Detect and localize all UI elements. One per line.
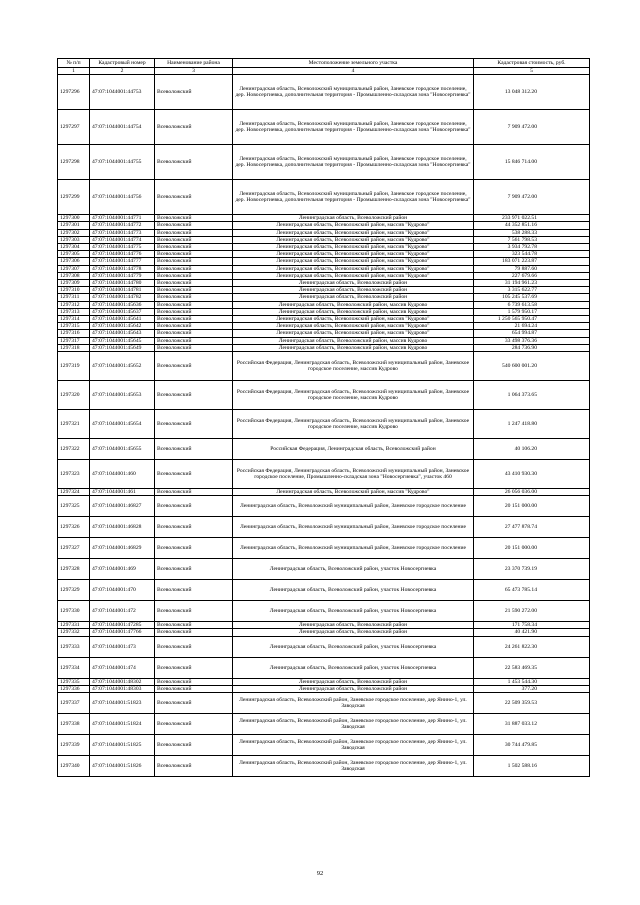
cadastral-number: 47:07:1044001:461 <box>90 489 155 496</box>
district-name: Всеволожский <box>155 622 233 629</box>
district-name: Всеволожский <box>155 629 233 636</box>
district-name: Всеволожский <box>155 352 233 381</box>
cadastral-value: 1 247 418.80 <box>474 410 590 439</box>
cadastral-value: 23 370 739.19 <box>474 559 590 580</box>
row-number: 1297332 <box>58 629 90 636</box>
district-name: Всеволожский <box>155 272 233 279</box>
cadastral-number: 47:07:1044001:44756 <box>90 180 155 215</box>
location: Ленинградская область, Всеволожский район <box>233 678 474 685</box>
location: Ленинградская область, Всеволожский район <box>233 629 474 636</box>
table-row <box>58 489 590 496</box>
row-number: 1297310 <box>58 287 90 294</box>
cadastral-number: 47:07:1044001:44754 <box>90 110 155 145</box>
district-name: Всеволожский <box>155 517 233 538</box>
cadastral-number: 47:07:1044001:472 <box>90 601 155 622</box>
column-number: 1 <box>58 68 90 75</box>
table-row <box>58 629 590 636</box>
cadastral-value: 1 502 588.16 <box>474 756 590 777</box>
cadastral-table <box>57 58 590 777</box>
table-row <box>58 251 590 258</box>
cadastral-number: 47:07:1044001:51825 <box>90 735 155 756</box>
table-row <box>58 316 590 323</box>
district-name: Всеволожский <box>155 287 233 294</box>
table-row <box>58 236 590 243</box>
table-row <box>58 580 590 601</box>
location: Ленинградская область, Всеволожский район, массив "Кудрово" <box>233 222 474 229</box>
district-name: Всеволожский <box>155 222 233 229</box>
row-number: 1297301 <box>58 222 90 229</box>
cadastral-value: 7 909 472.00 <box>474 180 590 215</box>
location: Ленинградская область, Всеволожский район, Заневское городское поселение, дер Янино-1, ул. Заводская <box>233 756 474 777</box>
cadastral-value: 7 561 798.53 <box>474 236 590 243</box>
cadastral-value: 27 477 878.74 <box>474 517 590 538</box>
table-row <box>58 714 590 735</box>
district-name: Всеволожский <box>155 236 233 243</box>
row-number: 1297340 <box>58 756 90 777</box>
district-name: Всеволожский <box>155 381 233 410</box>
district-name: Всеволожский <box>155 180 233 215</box>
location: Российская Федерация, Ленинградская область, Всеволожский муниципальный район, Заневское городское поселение, массив Кудрово <box>233 352 474 381</box>
row-number: 1297333 <box>58 636 90 657</box>
location: Ленинградская область, Всеволожский район, массив Кудрово <box>233 344 474 351</box>
cadastral-value: 227 679.66 <box>474 272 590 279</box>
cadastral-value: 65 473 785.14 <box>474 580 590 601</box>
district-name: Всеволожский <box>155 538 233 559</box>
row-number: 1297315 <box>58 323 90 330</box>
cadastral-value: 31 194 961.23 <box>474 280 590 287</box>
cadastral-number: 47:07:1044001:45641 <box>90 316 155 323</box>
table-row <box>58 439 590 460</box>
header-district: Наименование района <box>155 59 233 68</box>
row-number: 1297338 <box>58 714 90 735</box>
table-row <box>58 301 590 308</box>
cadastral-value: 323 544.78 <box>474 251 590 258</box>
table-row <box>58 215 590 222</box>
location: Ленинградская область, Всеволожский муниципальный район, Заневское городское поселение, дер. Новосергиевка, дополнительная территория - Промышленно-складская зона "Новосергиевка" <box>233 180 474 215</box>
cadastral-value: 20 151 000.00 <box>474 496 590 517</box>
cadastral-value: 377.20 <box>474 685 590 692</box>
cadastral-number: 47:07:1044001:48302 <box>90 678 155 685</box>
row-number: 1297319 <box>58 352 90 381</box>
district-name: Всеволожский <box>155 410 233 439</box>
row-number: 1297314 <box>58 316 90 323</box>
district-name: Всеволожский <box>155 636 233 657</box>
cadastral-number: 47:07:1044001:46828 <box>90 517 155 538</box>
row-number: 1297312 <box>58 301 90 308</box>
cadastral-number: 47:07:1044001:473 <box>90 636 155 657</box>
cadastral-value: 20 151 000.00 <box>474 538 590 559</box>
cadastral-value: 44 352 851.16 <box>474 222 590 229</box>
location: Ленинградская область, Всеволожский район, Заневское городское поселение, дер Янино-1, ул. Заводская <box>233 693 474 714</box>
cadastral-value: 183 071 223.87 <box>474 258 590 265</box>
location: Ленинградская область, Всеволожский район, массив "Кудрово" <box>233 258 474 265</box>
cadastral-number: 47:07:1044001:46827 <box>90 496 155 517</box>
district-name: Всеволожский <box>155 337 233 344</box>
row-number: 1297329 <box>58 580 90 601</box>
row-number: 1297316 <box>58 330 90 337</box>
location: Ленинградская область, Всеволожский район, массив "Кудрово" <box>233 236 474 243</box>
cadastral-number: 47:07:1044001:460 <box>90 460 155 489</box>
table-row <box>58 538 590 559</box>
row-number: 1297298 <box>58 145 90 180</box>
district-name: Всеволожский <box>155 229 233 236</box>
cadastral-number: 47:07:1044001:45645 <box>90 337 155 344</box>
row-number: 1297309 <box>58 280 90 287</box>
cadastral-value: 3 315 622.77 <box>474 287 590 294</box>
row-number: 1297317 <box>58 337 90 344</box>
table-row <box>58 180 590 215</box>
district-name: Всеволожский <box>155 215 233 222</box>
table-row <box>58 601 590 622</box>
location: Российская Федерация, Ленинградская область, Всеволожский муниципальный район, Заневское городское поселение, массив Кудрово <box>233 410 474 439</box>
table-row <box>58 693 590 714</box>
row-number: 1297313 <box>58 308 90 315</box>
column-number: 4 <box>233 68 474 75</box>
cadastral-value: 15 846 714.00 <box>474 145 590 180</box>
location: Ленинградская область, Всеволожский район <box>233 280 474 287</box>
row-number: 1297337 <box>58 693 90 714</box>
cadastral-number: 47:07:1044001:44772 <box>90 222 155 229</box>
district-name: Всеволожский <box>155 460 233 489</box>
location: Ленинградская область, Всеволожский район, участок Новосергиевка <box>233 601 474 622</box>
row-number: 1297306 <box>58 258 90 265</box>
location: Ленинградская область, Всеволожский район, массив "Кудрово" <box>233 272 474 279</box>
row-number: 1297336 <box>58 685 90 692</box>
location: Ленинградская область, Всеволожский муниципальный район, Заневское городское поселение, дер. Новосергиевка, дополнительная территория - Промышленно-складская зона "Новосергиевка" <box>233 75 474 110</box>
district-name: Всеволожский <box>155 110 233 145</box>
cadastral-value: 21 590 272.00 <box>474 601 590 622</box>
cadastral-value: 43 410 930.30 <box>474 460 590 489</box>
table-row <box>58 308 590 315</box>
cadastral-number: 47:07:1044001:44773 <box>90 229 155 236</box>
location: Российская Федерация, Ленинградская область, Всеволожский муниципальный район, Заневское городское поселение, массив Кудрово <box>233 381 474 410</box>
district-name: Всеволожский <box>155 489 233 496</box>
table-row <box>58 559 590 580</box>
table-row <box>58 460 590 489</box>
cadastral-value: 40 421.90 <box>474 629 590 636</box>
cadastral-number: 47:07:1044001:47766 <box>90 629 155 636</box>
header-location: Местоположение земельного участка <box>233 59 474 68</box>
header-cadastral-value: Кадастровая стоимость, руб. <box>474 59 590 68</box>
cadastral-number: 47:07:1044001:44782 <box>90 294 155 301</box>
district-name: Всеволожский <box>155 265 233 272</box>
row-number: 1297331 <box>58 622 90 629</box>
column-number-row <box>58 68 590 75</box>
district-name: Всеволожский <box>155 308 233 315</box>
cadastral-value: 654 994.87 <box>474 330 590 337</box>
cadastral-number: 47:07:1044001:44777 <box>90 258 155 265</box>
table-row <box>58 323 590 330</box>
table-row <box>58 678 590 685</box>
cadastral-number: 47:07:1044001:51826 <box>90 756 155 777</box>
cadastral-value: 284 736.90 <box>474 344 590 351</box>
table-row <box>58 410 590 439</box>
location: Ленинградская область, Всеволожский район, массив "Кудрово" <box>233 244 474 251</box>
row-number: 1297325 <box>58 496 90 517</box>
row-number: 1297322 <box>58 439 90 460</box>
table-row <box>58 75 590 110</box>
column-number: 3 <box>155 68 233 75</box>
district-name: Всеволожский <box>155 258 233 265</box>
row-number: 1297334 <box>58 657 90 678</box>
cadastral-number: 47:07:1044001:44781 <box>90 287 155 294</box>
table-row <box>58 381 590 410</box>
cadastral-value: 22 583 469.35 <box>474 657 590 678</box>
row-number: 1297307 <box>58 265 90 272</box>
location: Ленинградская область, Всеволожский район, массив "Кудрово" <box>233 251 474 258</box>
row-number: 1297320 <box>58 381 90 410</box>
location: Ленинградская область, Всеволожский муниципальный район, Заневское городское поселение, дер. Новосергиевка, дополнительная территория - Промышленно-складская зона "Новосергиевка" <box>233 145 474 180</box>
row-number: 1297328 <box>58 559 90 580</box>
row-number: 1297330 <box>58 601 90 622</box>
row-number: 1297304 <box>58 244 90 251</box>
table-row <box>58 344 590 351</box>
table-row <box>58 352 590 381</box>
row-number: 1297300 <box>58 215 90 222</box>
district-name: Всеволожский <box>155 714 233 735</box>
district-name: Всеволожский <box>155 280 233 287</box>
cadastral-number: 47:07:1044001:51823 <box>90 693 155 714</box>
district-name: Всеволожский <box>155 678 233 685</box>
location: Ленинградская область, Всеволожский район, массив "Кудрово" <box>233 316 474 323</box>
cadastral-number: 47:07:1044001:470 <box>90 580 155 601</box>
district-name: Всеволожский <box>155 735 233 756</box>
location: Ленинградская область, Всеволожский район, массив "Кудрово" <box>233 330 474 337</box>
cadastral-value: 79 887.60 <box>474 265 590 272</box>
location: Ленинградская область, Всеволожский муниципальный район, Заневское городское поселение <box>233 538 474 559</box>
row-number: 1297299 <box>58 180 90 215</box>
district-name: Всеволожский <box>155 756 233 777</box>
location: Ленинградская область, Всеволожский район, Заневское городское поселение, дер Янино-1, ул. Заводская <box>233 714 474 735</box>
district-name: Всеволожский <box>155 75 233 110</box>
table-row <box>58 294 590 301</box>
cadastral-value: 22 509 359.53 <box>474 693 590 714</box>
cadastral-number: 47:07:1044001:45636 <box>90 301 155 308</box>
cadastral-value: 21 694.24 <box>474 323 590 330</box>
page-number: 92 <box>316 870 324 877</box>
location: Российская Федерация, Ленинградская область, Всеволожский район <box>233 439 474 460</box>
cadastral-value: 1 453 544.30 <box>474 678 590 685</box>
cadastral-value: 7 909 472.00 <box>474 110 590 145</box>
cadastral-value: 233 971 022.51 <box>474 215 590 222</box>
district-name: Всеволожский <box>155 439 233 460</box>
header-number: № п/п <box>58 59 90 68</box>
cadastral-number: 47:07:1044001:45637 <box>90 308 155 315</box>
table-row <box>58 636 590 657</box>
location: Ленинградская область, Всеволожский муниципальный район, Заневское городское поселение, дер. Новосергиевка, дополнительная территория - Промышленно-складская зона "Новосергиевка" <box>233 110 474 145</box>
cadastral-value: 538 288.33 <box>474 229 590 236</box>
row-number: 1297296 <box>58 75 90 110</box>
row-number: 1297327 <box>58 538 90 559</box>
column-number: 2 <box>90 68 155 75</box>
district-name: Всеволожский <box>155 301 233 308</box>
location: Ленинградская область, Всеволожский район, участок Новосергиевка <box>233 657 474 678</box>
cadastral-value: 31 887 033.12 <box>474 714 590 735</box>
table-row <box>58 496 590 517</box>
cadastral-number: 47:07:1044001:44778 <box>90 265 155 272</box>
cadastral-number: 47:07:1044001:45652 <box>90 352 155 381</box>
table-row <box>58 145 590 180</box>
cadastral-value: 24 261 822.30 <box>474 636 590 657</box>
row-number: 1297305 <box>58 251 90 258</box>
column-number: 5 <box>474 68 590 75</box>
table-row <box>58 735 590 756</box>
table-row <box>58 657 590 678</box>
cadastral-number: 47:07:1044001:44755 <box>90 145 155 180</box>
cadastral-value: 171 758.34 <box>474 622 590 629</box>
cadastral-number: 47:07:1044001:44780 <box>90 280 155 287</box>
location: Ленинградская область, Всеволожский район <box>233 215 474 222</box>
row-number: 1297335 <box>58 678 90 685</box>
district-name: Всеволожский <box>155 685 233 692</box>
location: Ленинградская область, Всеволожский район, массив Кудрово <box>233 301 474 308</box>
table-row <box>58 272 590 279</box>
cadastral-value: 1 064 373.65 <box>474 381 590 410</box>
row-number: 1297303 <box>58 236 90 243</box>
cadastral-number: 47:07:1044001:45642 <box>90 323 155 330</box>
table-row <box>58 265 590 272</box>
table-row <box>58 622 590 629</box>
table-row <box>58 229 590 236</box>
district-name: Всеволожский <box>155 323 233 330</box>
district-name: Всеволожский <box>155 657 233 678</box>
cadastral-number: 47:07:1044001:44775 <box>90 244 155 251</box>
cadastral-value: 33 498 376.36 <box>474 337 590 344</box>
cadastral-value: 105 245 537.69 <box>474 294 590 301</box>
location: Ленинградская область, Всеволожский муниципальный район, Заневское городское поселение <box>233 517 474 538</box>
cadastral-number: 47:07:1044001:45649 <box>90 344 155 351</box>
cadastral-number: 47:07:1044001:44753 <box>90 75 155 110</box>
location: Ленинградская область, Всеволожский район, участок Новосергиевка <box>233 580 474 601</box>
cadastral-number: 47:07:1044001:44771 <box>90 215 155 222</box>
cadastral-number: 47:07:1044001:47285 <box>90 622 155 629</box>
row-number: 1297339 <box>58 735 90 756</box>
row-number: 1297297 <box>58 110 90 145</box>
cadastral-value: 540 600 001.20 <box>474 352 590 381</box>
location: Ленинградская область, Всеволожский район, массив "Кудрово" <box>233 229 474 236</box>
location: Ленинградская область, Всеволожский район <box>233 287 474 294</box>
location: Ленинградская область, Всеволожский район <box>233 294 474 301</box>
district-name: Всеволожский <box>155 559 233 580</box>
district-name: Всеволожский <box>155 580 233 601</box>
table-row <box>58 517 590 538</box>
row-number: 1297311 <box>58 294 90 301</box>
cadastral-value: 30 744 479.85 <box>474 735 590 756</box>
location: Ленинградская область, Всеволожский район, участок Новосергиевка <box>233 636 474 657</box>
location: Ленинградская область, Всеволожский муниципальный район, Заневское городское поселение <box>233 496 474 517</box>
location: Ленинградская область, Всеволожский район, массив Кудрово <box>233 308 474 315</box>
row-number: 1297308 <box>58 272 90 279</box>
cadastral-number: 47:07:1044001:46829 <box>90 538 155 559</box>
row-number: 1297321 <box>58 410 90 439</box>
cadastral-number: 47:07:1044001:51824 <box>90 714 155 735</box>
district-name: Всеволожский <box>155 316 233 323</box>
cadastral-number: 47:07:1044001:469 <box>90 559 155 580</box>
document-page <box>57 58 590 777</box>
location: Ленинградская область, Всеволожский район, массив Кудрово <box>233 337 474 344</box>
cadastral-number: 47:07:1044001:45655 <box>90 439 155 460</box>
row-number: 1297302 <box>58 229 90 236</box>
district-name: Всеволожский <box>155 145 233 180</box>
row-number: 1297318 <box>58 344 90 351</box>
location: Ленинградская область, Всеволожский район <box>233 685 474 692</box>
table-row <box>58 287 590 294</box>
cadastral-number: 47:07:1044001:474 <box>90 657 155 678</box>
table-row <box>58 280 590 287</box>
district-name: Всеволожский <box>155 496 233 517</box>
table-row <box>58 258 590 265</box>
cadastral-value: 40 106.20 <box>474 439 590 460</box>
table-row <box>58 244 590 251</box>
district-name: Всеволожский <box>155 251 233 258</box>
cadastral-number: 47:07:1044001:45643 <box>90 330 155 337</box>
header-cadastral-number: Кадастровый номер <box>90 59 155 68</box>
location: Российская Федерация, Ленинградская область, Всеволожский муниципальный район, Заневское городское поселение, Промышленно-складская зона "Новосергиевка", участок 460 <box>233 460 474 489</box>
district-name: Всеволожский <box>155 693 233 714</box>
cadastral-value: 13 048 312.20 <box>474 75 590 110</box>
location: Ленинградская область, Всеволожский район, массив "Кудрово" <box>233 265 474 272</box>
cadastral-number: 47:07:1044001:44776 <box>90 251 155 258</box>
cadastral-number: 47:07:1044001:48303 <box>90 685 155 692</box>
table-row <box>58 756 590 777</box>
cadastral-value: 1 250 565 950.47 <box>474 316 590 323</box>
table-row <box>58 337 590 344</box>
cadastral-value: 26 056 036.00 <box>474 489 590 496</box>
district-name: Всеволожский <box>155 601 233 622</box>
table-header-row <box>58 59 590 68</box>
table-row <box>58 222 590 229</box>
cadastral-number: 47:07:1044001:44774 <box>90 236 155 243</box>
row-number: 1297323 <box>58 460 90 489</box>
district-name: Всеволожский <box>155 344 233 351</box>
row-number: 1297324 <box>58 489 90 496</box>
location: Ленинградская область, Всеволожский район, Заневское городское поселение, дер Янино-1, ул. Заводская <box>233 735 474 756</box>
cadastral-value: 1 579 950.17 <box>474 308 590 315</box>
location: Ленинградская область, Всеволожский район, участок Новосергиевка <box>233 559 474 580</box>
cadastral-number: 47:07:1044001:45654 <box>90 410 155 439</box>
cadastral-number: 47:07:1044001:44779 <box>90 272 155 279</box>
cadastral-value: 3 934 792.78 <box>474 244 590 251</box>
location: Ленинградская область, Всеволожский район <box>233 622 474 629</box>
cadastral-value: 6 739 613.58 <box>474 301 590 308</box>
cadastral-number: 47:07:1044001:45653 <box>90 381 155 410</box>
table-row <box>58 110 590 145</box>
district-name: Всеволожский <box>155 330 233 337</box>
row-number: 1297326 <box>58 517 90 538</box>
table-row <box>58 685 590 692</box>
district-name: Всеволожский <box>155 294 233 301</box>
location: Ленинградская область, Всеволожский район, массив "Кудрово" <box>233 323 474 330</box>
table-row <box>58 330 590 337</box>
district-name: Всеволожский <box>155 244 233 251</box>
location: Ленинградская область, Всеволожский район, массив "Кудрово" <box>233 489 474 496</box>
